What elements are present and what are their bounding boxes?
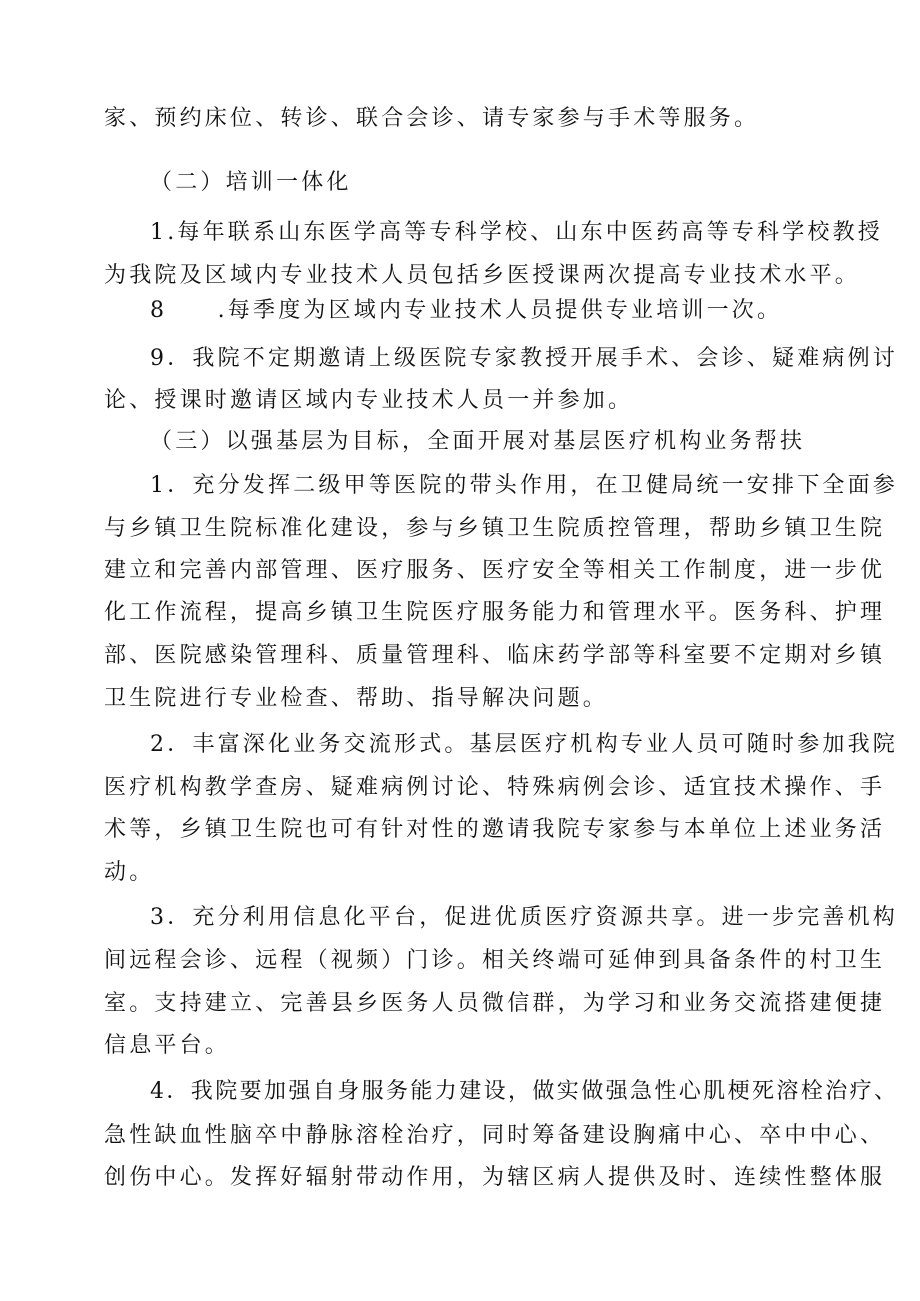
- text-line: 卫生院进行专业检查、帮助、指导解决问题。: [104, 686, 609, 711]
- text-line: 建立和完善内部管理、医疗服务、医疗安全等相关工作制度，进一步优: [104, 558, 886, 583]
- text-line: 4．我院要加强自身服务能力建设，做实做强急性心肌梗死溶栓治疗、: [150, 1079, 899, 1104]
- text-line: 1.每年联系山东医学高等专科学校、山东中医药高等专科学校教授: [150, 220, 883, 245]
- text-line: 化工作流程，提高乡镇卫生院医疗服务能力和管理水平。医务科、护理: [104, 600, 886, 625]
- text-line: 家、预约床位、转诊、联合会诊、请专家参与手术等服务。: [104, 106, 760, 131]
- text-line: 1．充分发挥二级甲等医院的带头作用，在卫健局统一安排下全面参: [150, 473, 898, 498]
- text-line: 3．充分利用信息化平台，促进优质医疗资源共享。进一步完善机构: [150, 905, 898, 930]
- text-line: 与乡镇卫生院标准化建设，参与乡镇卫生院质控管理，帮助乡镇卫生院: [104, 516, 886, 541]
- text-line: 急性缺血性脑卒中静脉溶栓治疗，同时筹备建设胸痛中心、卒中中心、: [104, 1123, 886, 1148]
- text-line: 9．我院不定期邀请上级医院专家教授开展手术、会诊、疑难病例讨: [150, 346, 898, 371]
- text-line: 创伤中心。发挥好辐射带动作用，为辖区病人提供及时、连续性整体服: [104, 1165, 886, 1190]
- text-line: 论、授课时邀请区域内专业技术人员一并参加。: [104, 388, 634, 413]
- text-line: 信息平台。: [104, 1033, 231, 1058]
- text-line: 医疗机构教学查房、疑难病例讨论、特殊病例会诊、适宜技术操作、手: [104, 775, 886, 800]
- text-line: 室。支持建立、完善县乡医务人员微信群，为学习和业务交流搭建便捷: [104, 991, 886, 1016]
- section-heading: （三）以强基层为目标，全面开展对基层医疗机构业务帮扶: [150, 429, 806, 454]
- text-line: 间远程会诊、远程（视频）门诊。相关终端可延伸到具备条件的村卫生: [104, 948, 886, 973]
- text-line: 为我院及区域内专业技术人员包括乡医授课两次提高专业技术水平。: [104, 263, 861, 288]
- text-line: 动。: [104, 860, 155, 885]
- text-line: 2．丰富深化业务交流形式。基层医疗机构专业人员可随时参加我院: [150, 732, 898, 757]
- section-heading: （二）培训一体化: [150, 170, 352, 195]
- text-line: 术等，乡镇卫生院也可有针对性的邀请我院专家参与本单位上述业务活: [104, 817, 886, 842]
- text-line: 部、医院感染管理科、质量管理科、临床药学部等科室要不定期对乡镇: [104, 643, 886, 668]
- text-line: 8 .每季度为区域内专业技术人员提供专业培训一次。: [150, 298, 783, 323]
